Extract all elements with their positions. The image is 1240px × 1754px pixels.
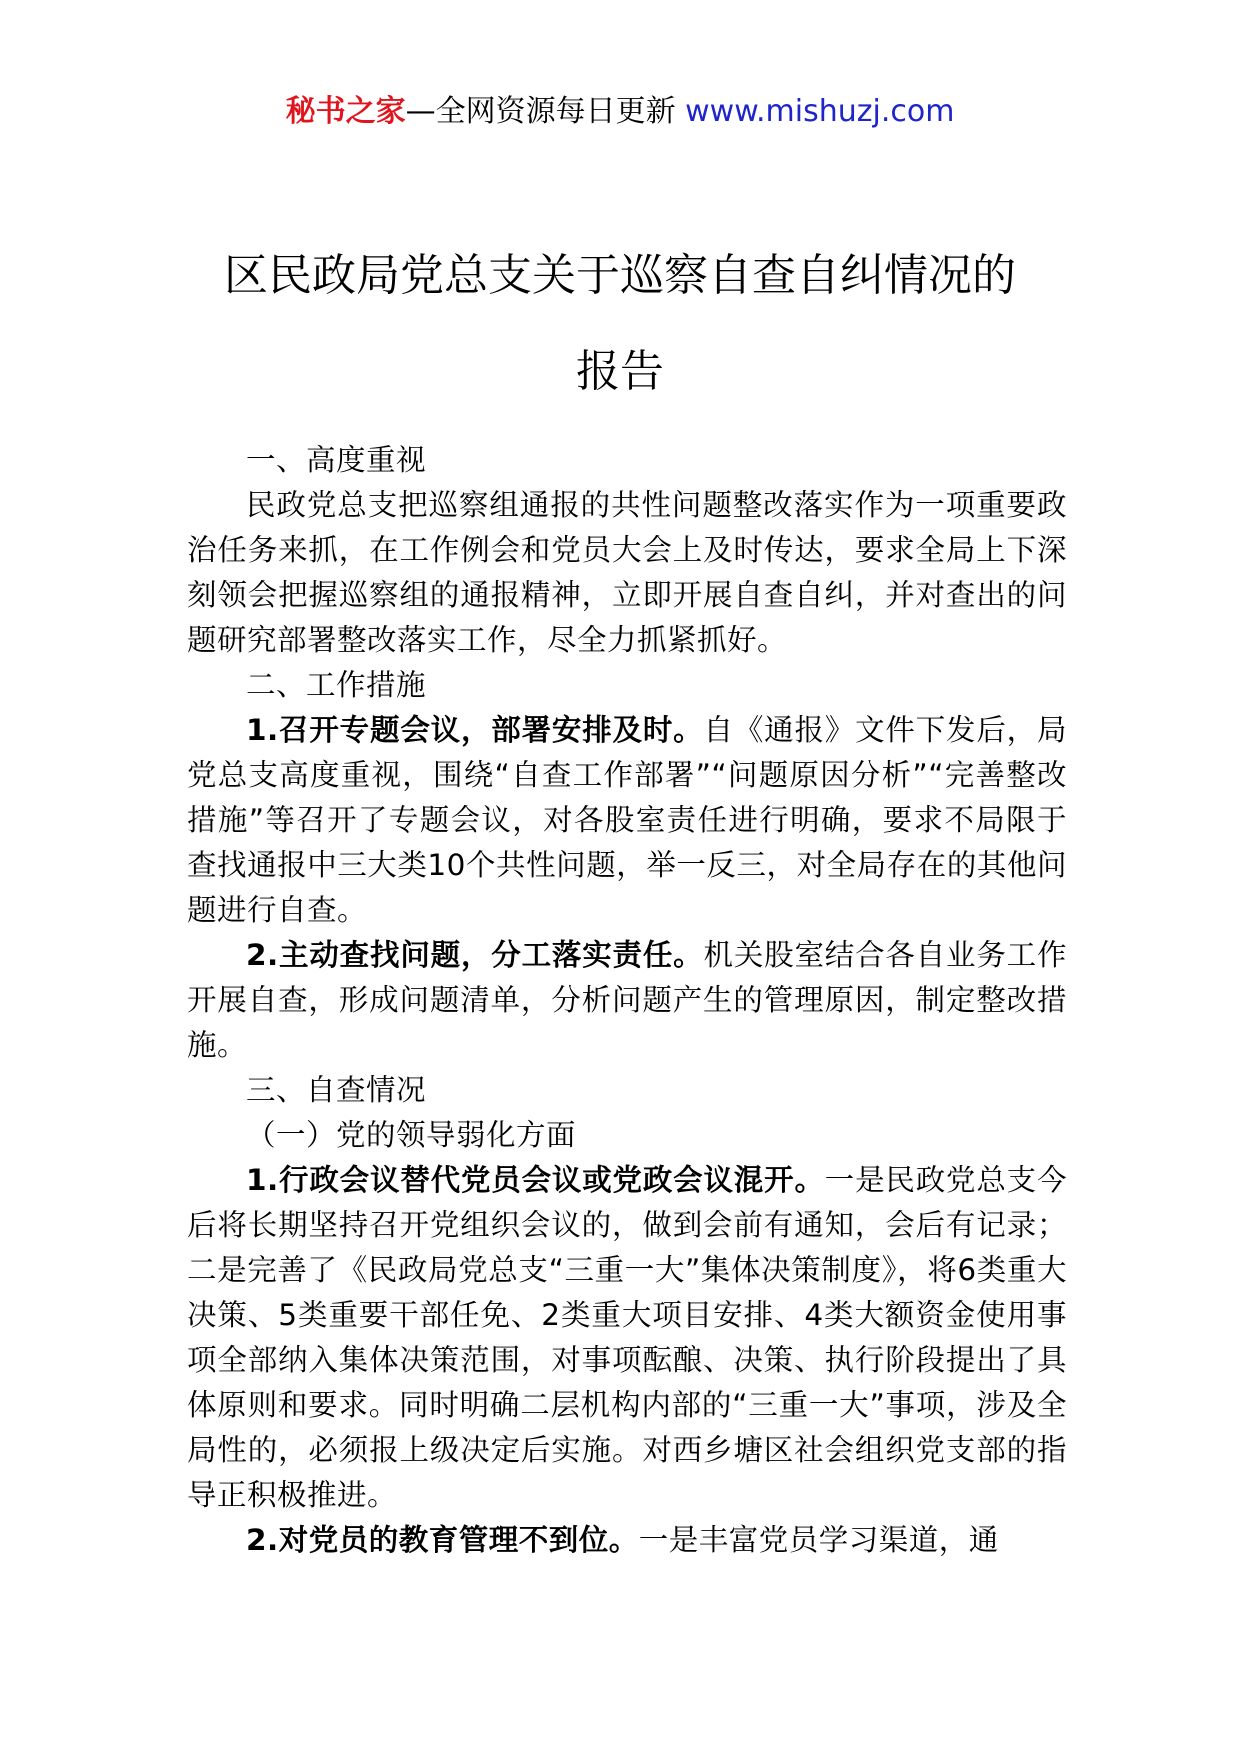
section-3-item-1-lead: 1.行政会议替代党员会议或党政会议混开。	[246, 1163, 825, 1197]
site-tagline: —全网资源每日更新	[405, 94, 676, 129]
section-3-item-2	[187, 1518, 1067, 1563]
section-2-item-1-text: 自《通报》文件下发后，局党总支高度重视，围绕“自查工作部署”“问题原因分析”“完善整改措施”等召开了专题会议，对各股室责任进行明确，要求不局限于查找通报中三大类10个共性问题，举一反三，对全局存在的其他问题进行自查。	[187, 713, 1067, 927]
section-heading-2: 二、工作措施	[246, 668, 427, 702]
section-2-item-2-text: 机关股室结合各自业务工作开展自查，形成问题清单，分析问题产生的管理原因，制定整改措施。	[187, 938, 1067, 1062]
section-1-paragraph: 民政党总支把巡察组通报的共性问题整改落实作为一项重要政治任务来抓，在工作例会和党员大会上及时传达，要求全局上下深刻领会把握巡察组的通报精神，立即开展自查自纠，并对查出的问题研究部署整改落实工作，尽全力抓紧抓好。	[187, 488, 1067, 657]
section-heading-1: 一、高度重视	[246, 443, 427, 477]
section-2-item-2	[187, 933, 1067, 1068]
section-3-subheading-1: （一）党的领导弱化方面	[246, 1118, 577, 1152]
site-brand: 秘书之家	[285, 94, 406, 129]
section-3-item-2-lead: 2.对党员的教育管理不到位。	[246, 1523, 639, 1557]
section-2-item-2-lead: 2.主动查找问题，分工落实责任。	[246, 938, 704, 972]
section-heading-3: 三、自查情况	[246, 1073, 427, 1107]
document-title-line-1: 区民政局党总支关于巡察自查自纠情况的	[224, 250, 1016, 301]
section-3-item-1	[187, 1158, 1067, 1518]
document-body	[187, 438, 1067, 1563]
document-title-line-2: 报告	[576, 346, 664, 397]
site-banner	[0, 92, 1240, 132]
site-url-link[interactable]: www.mishuzj.com	[685, 94, 955, 129]
section-2-item-1-lead: 1.召开专题会议，部署安排及时。	[246, 713, 704, 747]
section-3-item-2-text: 一是丰富党员学习渠道，通	[638, 1523, 999, 1557]
section-3-item-1-text: 一是民政党总支今后将长期坚持召开党组织会议的，做到会前有通知，会后有记录；二是完善了《民政局党总支“三重一大”集体决策制度》，将6类重大决策、5类重要干部任免、2类重大项目安排、4类大额资金使用事项全部纳入集体决策范围，对事项酝酿、决策、执行阶段提出了具体原则和要求。同时明确二层机构内部的“三重一大”事项，涉及全局性的，必须报上级决定后实施。对西乡塘区社会组织党支部的指导正积极推进。	[187, 1163, 1067, 1512]
section-2-item-1	[187, 708, 1067, 933]
document-title	[150, 228, 1090, 420]
